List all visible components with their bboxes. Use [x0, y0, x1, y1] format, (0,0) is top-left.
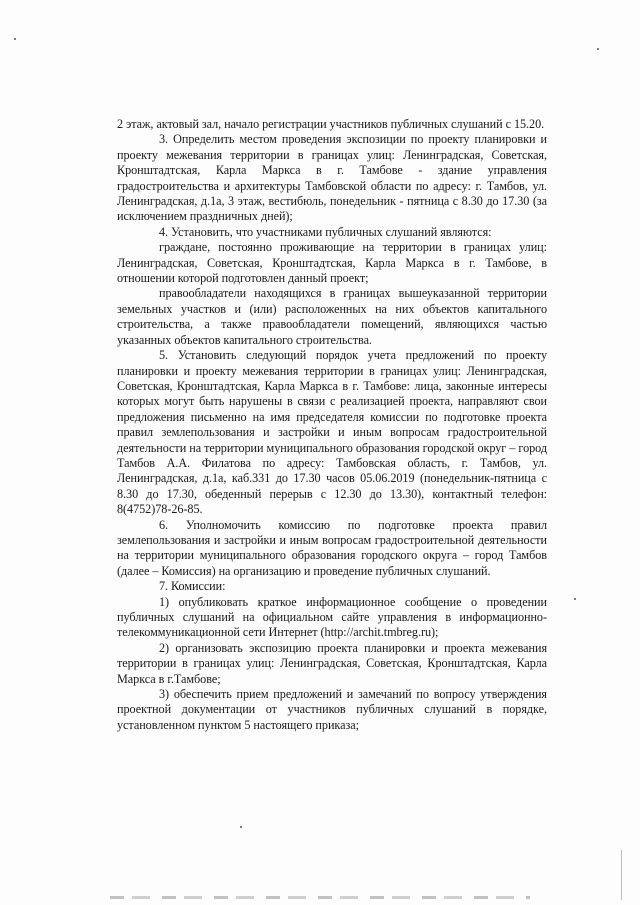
scan-speck [597, 48, 599, 50]
scan-speck [14, 38, 16, 40]
scan-footer-artifact [110, 896, 530, 899]
paragraph-commission-task-3: 3) обеспечить прием предложений и замечаний по вопросу утверждения проектной документации от участников публичных слушаний в порядке, установленном пунктом 5 настоящего приказа; [117, 687, 547, 732]
paragraph-commission-authority: 6. Уполномочить комиссию по подготовке проекта правил землепользования и застройки и иным вопросам градостроительной деятельности на территории муниципального образования городского округа – город Тамбов (далее – Комиссия) на организацию и проведение публичных слушаний. [117, 517, 547, 578]
paragraph-participants-citizens: граждане, постоянно проживающие на территории в границах улиц: Ленинградская, Советская, Кронштадтская, Карла Маркса в г. Тамбове, в отношении которой подготовлен данный проект; [117, 240, 547, 286]
paragraph-commission-heading: 7. Комиссии: [159, 579, 226, 594]
paragraph-participants-heading: 4. Установить, что участниками публичных слушаний являются: [159, 224, 492, 239]
paragraph-proposals-procedure: 5. Установить следующий порядок учета предложений по проекту планировки и проекту межевания территории в границах улиц: Ленинградская, Советская, Кронштадтская, Карла Маркса в г. Тамбове: лица, законные интересы которых могут быть нарушены в связи с реализацией проекта, направляют свои предложения письменно на имя председателя комиссии по подготовке проекта правил землепользования и застройки и иным вопросам градостроительной деятельности на территории муниципального образования городской округ – город Тамбов А.А. Филатова по адресу: Тамбовская область, г. Тамбов, ул. Ленинградская, д.1а, каб.331 до 17.30 часов 05.06.2019 (понедельник-пятница с 8.30 до 17.30, обеденный перерыв с 12.30 до 13.30), контактный телефон: 8(4752)78-26-85. [117, 348, 547, 517]
document-body [117, 117, 547, 733]
paragraph-participants-owners: правообладатели находящихся в границах вышеуказанной территории земельных участков и (или) расположенных на них объектов капитального строительства, а также правообладатели помещений, являющихся частью указанных объектов капитального строительства. [117, 286, 547, 347]
scan-speck [574, 598, 576, 600]
paragraph-registration: 2 этаж, актовый зал, начало регистрации участников публичных слушаний с 15.20. [117, 117, 545, 131]
paragraph-exposition-location: 3. Определить местом проведения экспозиции по проекту планировки и проекту межевания территории в границах улиц: Ленинградская, Советская, Кронштадтская, Карла Маркса в г. Тамбове - здание управления градостроительства и архитектуры Тамбовской области по адресу: г. Тамбов, ул. Ленинградская, д.1а, 3 этаж, вестибюль, понедельник - пятница с 8.30 до 17.30 (за исключением праздничных дней); [117, 132, 547, 224]
scan-edge-artifact [621, 850, 622, 900]
scan-speck [240, 826, 242, 828]
paragraph-commission-task-2: 2) организовать экспозицию проекта планировки и проекта межевания территории в границах улиц: Ленинградская, Советская, Кронштадтская, Карла Маркса в г.Тамбове; [117, 640, 547, 686]
paragraph-commission-task-1: 1) опубликовать краткое информационное сообщение о проведении публичных слушаний на официальном сайте управления в информационно-телекоммуникационной сети Интернет (http://archit.tmbreg.ru); [117, 594, 547, 640]
